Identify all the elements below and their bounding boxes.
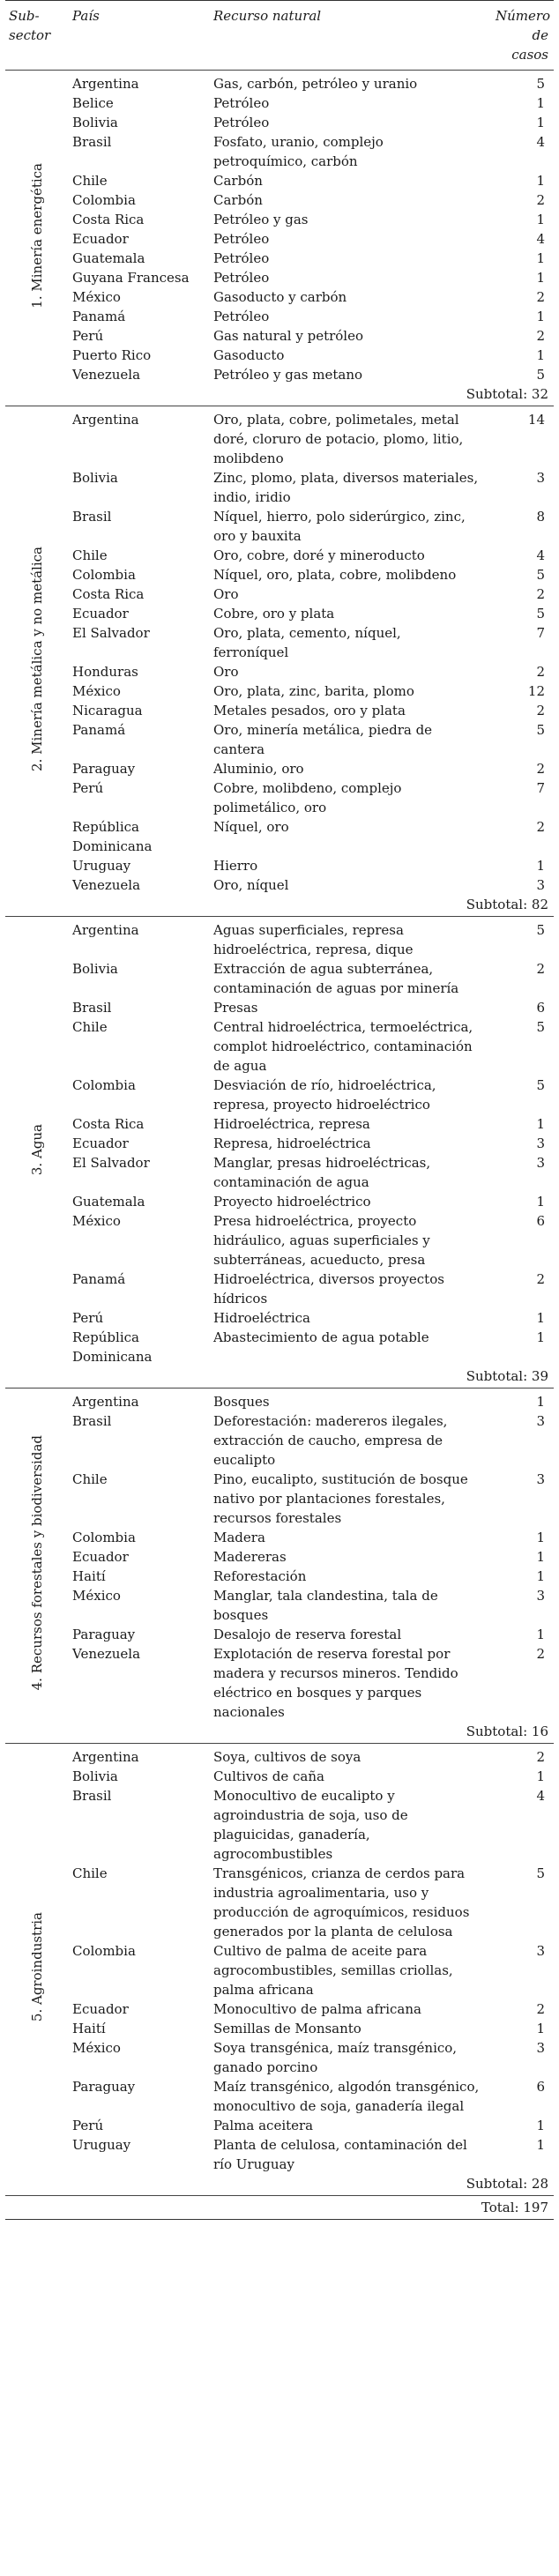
subtotal-value: Subtotal: 39 (466, 1368, 548, 1384)
country-cell: Costa Rica (72, 212, 145, 227)
country-cell: Perú (72, 328, 104, 344)
country-cell: Paraguay (72, 2079, 136, 2095)
country-cell: Chile (72, 547, 108, 563)
country-cell: Brasil (72, 1788, 112, 1804)
country-cell: República Dominicana (72, 1329, 153, 1365)
resource-cell: Extracción de agua subterránea, contaminación de aguas por minería (213, 961, 459, 996)
table-row (5, 1528, 554, 1547)
table-row (5, 1211, 554, 1269)
resource-cell: Petróleo y gas metano (213, 367, 363, 383)
cases-cell: 1 (536, 2118, 545, 2133)
country-cell: Paraguay (72, 761, 136, 777)
resource-cell: Oro, níquel (213, 877, 289, 893)
subtotal-row (5, 895, 554, 917)
country-cell: República Dominicana (72, 819, 153, 854)
cases-cell: 2 (536, 586, 545, 602)
resource-cell: Presa hidroeléctrica, proyecto hidráulico, aguas superficiales y subterráneas, acueducto, presa (213, 1213, 430, 1268)
resource-cell: Manglar, tala clandestina, tala de bosques (213, 1588, 438, 1623)
resource-cell: Aguas superficiales, represa hidroeléctrica, represa, dique (213, 922, 414, 957)
cases-cell: 6 (536, 1213, 545, 1229)
resource-cell: Abastecimiento de agua potable (213, 1329, 429, 1345)
cases-cell: 2 (536, 1271, 545, 1287)
resource-cell: Deforestación: madereros ilegales, extracción de caucho, empresa de eucalipto (213, 1413, 448, 1468)
subsector-cell (5, 1389, 69, 1744)
table-row (5, 268, 554, 287)
cases-table (5, 0, 554, 2220)
cases-cell: 1 (536, 1568, 545, 1584)
table-row (5, 1328, 554, 1366)
country-cell: Colombia (72, 1943, 136, 1959)
country-cell: Costa Rica (72, 586, 145, 602)
country-cell: Ecuador (72, 231, 129, 247)
country-cell: Guatemala (72, 1194, 145, 1210)
country-cell: Venezuela (72, 1646, 141, 1662)
subsector-label: 5. Agroindustria (29, 1911, 45, 2022)
header-recurso: Recurso natural (213, 8, 322, 24)
total-value: Total: 197 (481, 2200, 548, 2215)
total-group (5, 2196, 554, 2220)
cases-cell: 5 (536, 606, 545, 622)
resource-cell: Gas, carbón, petróleo y uranio (213, 76, 418, 92)
subtotal-value: Subtotal: 82 (466, 897, 548, 912)
resource-cell: Manglar, presas hidroeléctricas, contaminación de agua (213, 1155, 431, 1190)
cases-cell: 1 (536, 1394, 545, 1410)
cases-cell: 1 (536, 309, 545, 324)
country-cell: México (72, 2040, 121, 2056)
cases-cell: 3 (536, 1413, 545, 1429)
cases-cell: 6 (536, 2079, 545, 2095)
cases-cell: 1 (536, 858, 545, 874)
country-cell: Argentina (72, 1394, 139, 1410)
country-cell: Brasil (72, 1000, 112, 1016)
sector-group (5, 1744, 554, 2196)
resource-cell: Petróleo (213, 250, 270, 266)
table-row (5, 998, 554, 1017)
subsector-label: 2. Minería metálica y no metálica (29, 546, 45, 771)
cases-cell: 2 (536, 328, 545, 344)
cases-cell: 5 (536, 367, 545, 383)
resource-cell: Níquel, oro (213, 819, 289, 835)
resource-cell: Fosfato, uranio, complejo petroquímico, carbón (213, 134, 384, 169)
table-row (5, 1644, 554, 1722)
country-cell: Argentina (72, 412, 139, 428)
resource-cell: Carbón (213, 173, 263, 189)
cases-cell: 7 (536, 780, 545, 796)
country-cell: Chile (72, 1865, 108, 1881)
cases-cell: 1 (536, 270, 545, 286)
country-cell: Ecuador (72, 1135, 129, 1151)
cases-cell: 5 (536, 722, 545, 738)
resource-cell: Semillas de Monsanto (213, 2021, 361, 2036)
resource-cell: Soya, cultivos de soya (213, 1749, 361, 1765)
resource-cell: Central hidroeléctrica, termoeléctrica, complot hidroeléctrico, contaminación de agua (213, 1019, 473, 1074)
country-cell: Bolivia (72, 470, 118, 486)
cases-cell: 3 (536, 470, 545, 486)
table-row (5, 1308, 554, 1328)
cases-cell: 4 (536, 1788, 545, 1804)
cases-cell: 4 (536, 547, 545, 563)
country-cell: Paraguay (72, 1627, 136, 1642)
resource-cell: Palma aceitera (213, 2118, 314, 2133)
country-cell: Uruguay (72, 2137, 131, 2153)
cases-cell: 14 (527, 412, 545, 428)
table-row (5, 1744, 554, 1768)
cases-cell: 1 (536, 347, 545, 363)
table-row (5, 1999, 554, 2019)
country-cell: Chile (72, 1019, 108, 1035)
table-row (5, 406, 554, 469)
cases-cell: 2 (536, 1646, 545, 1662)
country-cell: Panamá (72, 722, 126, 738)
cases-cell: 8 (536, 509, 545, 525)
resource-cell: Cultivos de caña (213, 1768, 324, 1784)
country-cell: Ecuador (72, 1549, 129, 1565)
table-row (5, 778, 554, 817)
country-cell: México (72, 1588, 121, 1604)
table-row (5, 1767, 554, 1786)
country-cell: Chile (72, 1471, 108, 1487)
resource-cell: Represa, hidroeléctrica (213, 1135, 371, 1151)
table-row (5, 132, 554, 171)
resource-cell: Níquel, hierro, polo siderúrgico, zinc, oro y bauxita (213, 509, 466, 544)
country-cell: Belice (72, 95, 114, 111)
country-cell: Colombia (72, 567, 136, 583)
country-cell: Bolivia (72, 961, 118, 977)
country-cell: Perú (72, 1310, 104, 1326)
country-cell: Colombia (72, 192, 136, 208)
country-cell: Ecuador (72, 2001, 129, 2017)
resource-cell: Carbón (213, 192, 263, 208)
table-row (5, 1411, 554, 1470)
table-row (5, 210, 554, 229)
resource-cell: Petróleo (213, 115, 270, 130)
cases-cell: 1 (536, 1768, 545, 1784)
resource-cell: Cultivo de palma de aceite para agrocombustibles, semillas criollas, palma africana (213, 1943, 453, 1998)
table-row (5, 1864, 554, 1941)
cases-cell: 2 (536, 192, 545, 208)
cases-cell: 3 (536, 877, 545, 893)
subtotal-value: Subtotal: 16 (466, 1724, 548, 1739)
resource-cell: Explotación de reserva forestal por madera y recursos mineros. Tendido eléctrico en bosques y parques nacionales (213, 1646, 458, 1720)
resource-cell: Madereras (213, 1549, 287, 1565)
resource-cell: Madera (213, 1530, 265, 1545)
resource-cell: Hidroeléctrica, diversos proyectos hídricos (213, 1271, 444, 1307)
table-row (5, 507, 554, 546)
resource-cell: Planta de celulosa, contaminación del río Uruguay (213, 2137, 467, 2172)
resource-cell: Cobre, oro y plata (213, 606, 335, 622)
resource-cell: Oro, plata, cemento, níquel, ferroníquel (213, 625, 401, 660)
resource-cell: Reforestación (213, 1568, 307, 1584)
country-cell: Chile (72, 173, 108, 189)
country-cell: México (72, 683, 121, 699)
cases-cell: 3 (536, 1155, 545, 1171)
country-cell: Brasil (72, 134, 112, 150)
country-cell: Panamá (72, 309, 126, 324)
resource-cell: Gas natural y petróleo (213, 328, 364, 344)
table-row (5, 584, 554, 604)
sector-group (5, 1389, 554, 1744)
resource-cell: Oro (213, 586, 239, 602)
resource-cell: Presas (213, 1000, 258, 1016)
sector-group (5, 917, 554, 1389)
table-row (5, 1586, 554, 1625)
subtotal-row (5, 2174, 554, 2196)
resource-cell: Monocultivo de palma africana (213, 2001, 421, 2017)
resource-cell: Oro, plata, zinc, barita, plomo (213, 683, 414, 699)
cases-cell: 3 (536, 1471, 545, 1487)
table-row (5, 546, 554, 565)
total-row (5, 2196, 554, 2220)
subsector-label: 1. Minería energética (29, 162, 45, 309)
country-cell: Argentina (72, 922, 139, 938)
cases-cell: 2 (536, 761, 545, 777)
table-row (5, 1017, 554, 1076)
resource-cell: Petróleo (213, 95, 270, 111)
resource-cell: Petróleo y gas (213, 212, 309, 227)
cases-cell: 3 (536, 1943, 545, 1959)
cases-cell: 4 (536, 134, 545, 150)
table-row (5, 817, 554, 856)
country-cell: Venezuela (72, 367, 141, 383)
cases-cell: 12 (527, 683, 545, 699)
subsector-label: 4. Recursos forestales y biodiversidad (29, 1435, 45, 1691)
subtotal-value: Subtotal: 32 (466, 386, 548, 402)
country-cell: Colombia (72, 1077, 136, 1093)
country-cell: El Salvador (72, 625, 150, 641)
table-row (5, 1134, 554, 1153)
cases-cell: 1 (536, 1627, 545, 1642)
country-cell: Panamá (72, 1271, 126, 1287)
subsector-cell (5, 406, 69, 917)
country-cell: Nicaragua (72, 703, 143, 718)
cases-cell: 2 (536, 1749, 545, 1765)
country-cell: El Salvador (72, 1155, 150, 1171)
table-row (5, 468, 554, 507)
table-row (5, 662, 554, 681)
subsector-label: 3. Agua (29, 1123, 45, 1176)
cases-cell: 1 (536, 2137, 545, 2153)
cases-cell: 4 (536, 231, 545, 247)
resource-cell: Hidroeléctrica, represa (213, 1116, 370, 1132)
country-cell: Honduras (72, 664, 138, 680)
country-cell: Venezuela (72, 877, 141, 893)
table-row (5, 2019, 554, 2038)
resource-cell: Pino, eucalipto, sustitución de bosque nativo por plantaciones forestales, recursos forestales (213, 1471, 468, 1526)
cases-cell: 1 (536, 1194, 545, 1210)
cases-cell: 1 (536, 1116, 545, 1132)
table-row (5, 71, 554, 94)
resource-cell: Metales pesados, oro y plata (213, 703, 406, 718)
cases-cell: 6 (536, 1000, 545, 1016)
table-row (5, 326, 554, 346)
resource-cell: Oro, cobre, doré y mineroducto (213, 547, 425, 563)
resource-cell: Oro, plata, cobre, polimetales, metal doré, cloruro de potacio, plomo, litio, molibdeno (213, 412, 464, 466)
table-row (5, 113, 554, 132)
resource-cell: Oro, minería metálica, piedra de cantera (213, 722, 433, 757)
resource-cell: Petróleo (213, 270, 270, 286)
subtotal-row (5, 1722, 554, 1744)
cases-cell: 2 (536, 664, 545, 680)
resource-cell: Hidroeléctrica (213, 1310, 310, 1326)
resource-cell: Níquel, oro, plata, cobre, molibdeno (213, 567, 457, 583)
country-cell: Ecuador (72, 606, 129, 622)
resource-cell: Monocultivo de eucalipto y agroindustria de soja, uso de plaguicidas, ganadería, agrocombustibles (213, 1788, 408, 1862)
cases-cell: 5 (536, 922, 545, 938)
cases-cell: 1 (536, 250, 545, 266)
table-row (5, 1470, 554, 1528)
resource-cell: Petróleo (213, 309, 270, 324)
table-row (5, 307, 554, 326)
resource-cell: Gasoducto y carbón (213, 289, 347, 305)
cases-cell: 2 (536, 961, 545, 977)
cases-cell: 1 (536, 1549, 545, 1565)
country-cell: Uruguay (72, 858, 131, 874)
table-header (5, 1, 554, 71)
resource-cell: Hierro (213, 858, 258, 874)
cases-cell: 7 (536, 625, 545, 641)
table-row (5, 1786, 554, 1864)
table-row (5, 1389, 554, 1412)
table-row (5, 720, 554, 759)
table-row (5, 1076, 554, 1114)
table-row (5, 171, 554, 190)
country-cell: México (72, 289, 121, 305)
table-row (5, 287, 554, 307)
cases-cell: 1 (536, 212, 545, 227)
resource-cell: Aluminio, oro (213, 761, 304, 777)
cases-cell: 5 (536, 76, 545, 92)
country-cell: Bolivia (72, 115, 118, 130)
cases-cell: 5 (536, 567, 545, 583)
table-row (5, 759, 554, 778)
country-cell: México (72, 1213, 121, 1229)
table-row (5, 959, 554, 998)
country-cell: Puerto Rico (72, 347, 152, 363)
cases-cell: 2 (536, 819, 545, 835)
resource-cell: Proyecto hidroeléctrico (213, 1194, 371, 1210)
table-row (5, 565, 554, 584)
cases-cell: 5 (536, 1077, 545, 1093)
country-cell: Argentina (72, 1749, 139, 1765)
cases-cell: 3 (536, 1135, 545, 1151)
table-row (5, 701, 554, 720)
table-row (5, 856, 554, 875)
resource-cell: Cobre, molibdeno, complejo polimetálico, oro (213, 780, 402, 815)
cases-cell: 1 (536, 95, 545, 111)
sector-group (5, 71, 554, 406)
resource-cell: Petróleo (213, 231, 270, 247)
cases-cell: 2 (536, 703, 545, 718)
resource-cell: Bosques (213, 1394, 270, 1410)
cases-cell: 5 (536, 1019, 545, 1035)
table-row (5, 346, 554, 365)
cases-cell: 1 (536, 173, 545, 189)
subtotal-row (5, 1366, 554, 1389)
subsector-cell (5, 71, 69, 406)
subsector-cell (5, 1744, 69, 2196)
country-cell: Bolivia (72, 1768, 118, 1784)
table-row (5, 1192, 554, 1211)
table-row (5, 604, 554, 623)
cases-cell: 1 (536, 2021, 545, 2036)
country-cell: Perú (72, 2118, 104, 2133)
cases-cell: 2 (536, 2001, 545, 2017)
country-cell: Guatemala (72, 250, 145, 266)
resource-cell: Soya transgénica, maíz transgénico, ganado porcino (213, 2040, 458, 2075)
table-row (5, 917, 554, 960)
table-row (5, 365, 554, 384)
country-cell: Brasil (72, 1413, 112, 1429)
table-row (5, 623, 554, 662)
country-cell: Argentina (72, 76, 139, 92)
resource-cell: Desviación de río, hidroeléctrica, represa, proyecto hidroeléctrico (213, 1077, 436, 1113)
table-row (5, 681, 554, 701)
table-row (5, 1941, 554, 1999)
table-row (5, 229, 554, 249)
table-row (5, 2077, 554, 2116)
country-cell: Haití (72, 2021, 106, 2036)
table-row (5, 2038, 554, 2077)
cases-cell: 2 (536, 289, 545, 305)
table-row (5, 875, 554, 895)
resource-cell: Oro (213, 664, 239, 680)
cases-cell: 1 (536, 1329, 545, 1345)
table-row (5, 190, 554, 210)
subsector-cell (5, 917, 69, 1389)
country-cell: Perú (72, 780, 104, 796)
header-pais: País (72, 8, 100, 24)
resource-cell: Desalojo de reserva forestal (213, 1627, 402, 1642)
resource-cell: Transgénicos, crianza de cerdos para industria agroalimentaria, uso y producción de agroquímicos, residuos generados por la planta de celulosa (213, 1865, 470, 1939)
table-row (5, 93, 554, 113)
resource-cell: Zinc, plomo, plata, diversos materiales, indio, iridio (213, 470, 479, 505)
country-cell: Colombia (72, 1530, 136, 1545)
subtotal-row (5, 384, 554, 406)
cases-cell: 1 (536, 1310, 545, 1326)
cases-cell: 5 (536, 1865, 545, 1881)
country-cell: Haití (72, 1568, 106, 1584)
cases-cell: 1 (536, 115, 545, 130)
subtotal-value: Subtotal: 28 (466, 2176, 548, 2192)
resource-cell: Maíz transgénico, algodón transgénico, monocultivo de soja, ganadería ilegal (213, 2079, 480, 2114)
country-cell: Brasil (72, 509, 112, 525)
header-subsector: Sub-sector (9, 8, 51, 43)
table-row (5, 2135, 554, 2174)
country-cell: Costa Rica (72, 1116, 145, 1132)
table-row (5, 1567, 554, 1586)
table-row (5, 1547, 554, 1567)
table-row (5, 2116, 554, 2135)
table-row (5, 1625, 554, 1644)
sector-group (5, 406, 554, 917)
cases-cell: 3 (536, 1588, 545, 1604)
country-cell: Guyana Francesa (72, 270, 190, 286)
table-row (5, 1153, 554, 1192)
resource-cell: Gasoducto (213, 347, 285, 363)
table-row (5, 1114, 554, 1134)
cases-cell: 1 (536, 1530, 545, 1545)
header-casos: Número de casos (496, 8, 551, 63)
cases-cell: 3 (536, 2040, 545, 2056)
table-row (5, 1269, 554, 1308)
table-row (5, 249, 554, 268)
